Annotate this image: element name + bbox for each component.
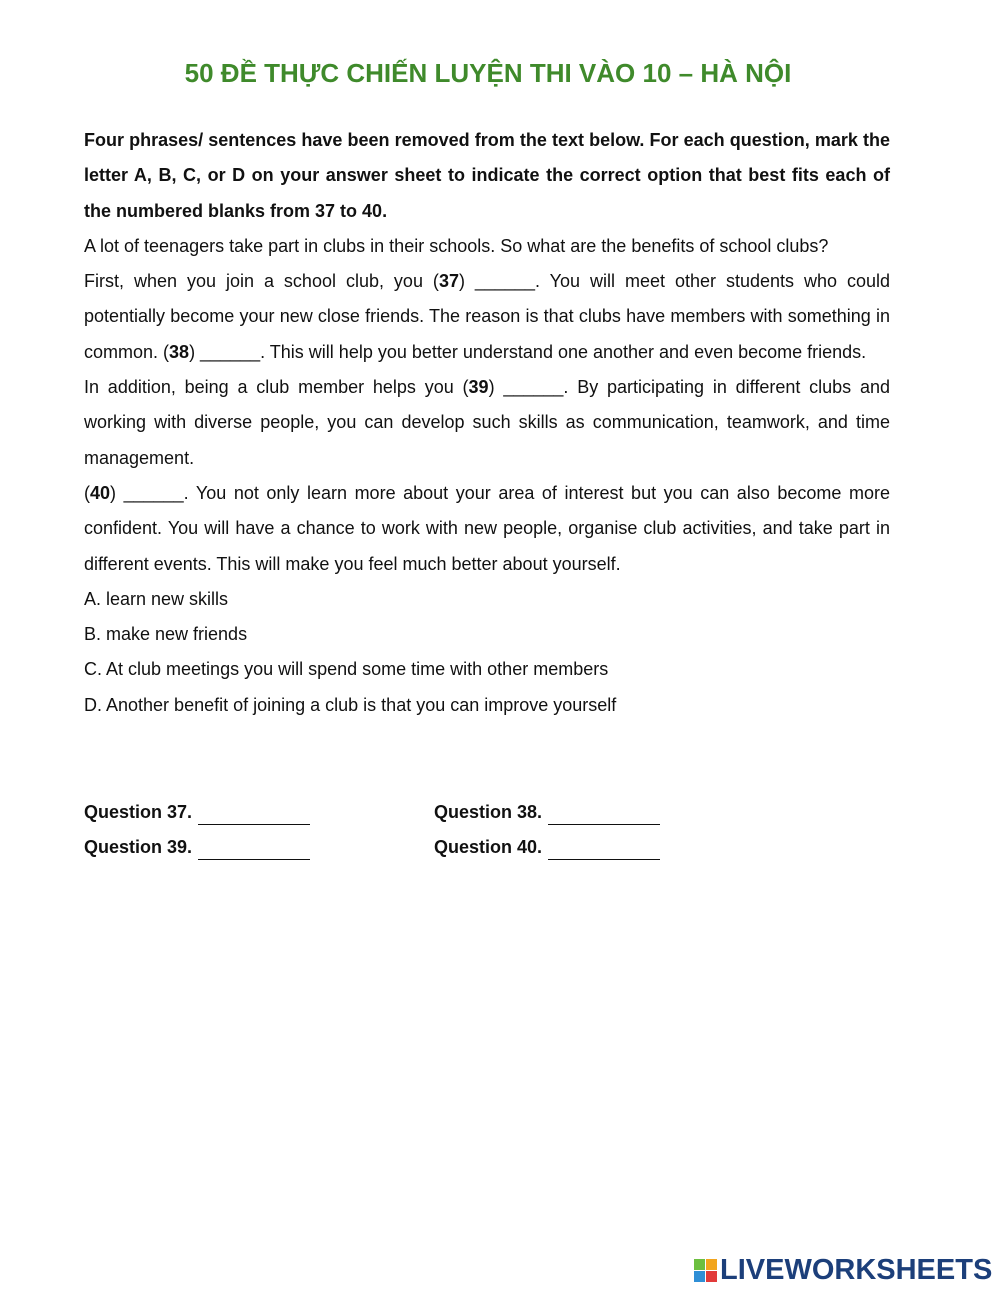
question-40-answer-input[interactable]	[548, 839, 660, 860]
liveworksheets-logo	[694, 1254, 992, 1287]
instruction: Four phrases/ sentences have been removed from the text below. For each question, mark the letter A, B, C, or D on your answer sheet to indicate the correct option that best fits each of the numbered blanks from 37 to 40.	[84, 130, 890, 221]
blank-number-37: 37	[438, 271, 459, 292]
text: In addition, being a club member helps you (	[84, 377, 469, 398]
blank-number-40: 40	[90, 482, 111, 503]
worksheet-content	[84, 123, 890, 723]
text: First, when you join a school club, you (	[84, 271, 439, 292]
paragraph-2	[84, 264, 890, 370]
worksheet-title: 50 ĐỀ THỰC CHIẾN LUYỆN THI VÀO 10 – HÀ NỘI	[184, 58, 792, 88]
blank-number-38: 38	[169, 341, 190, 362]
question-37-label: Question 37.	[84, 802, 193, 822]
option-d: D. Another benefit of joining a club is that you can improve yourself	[84, 694, 617, 715]
logo-squares-icon	[694, 1259, 717, 1282]
question-37-answer-input[interactable]	[198, 804, 310, 825]
text: ) ______. You will meet other students who could potentially become your new close friends. The reason is that clubs have members with something in common. (	[84, 271, 890, 362]
logo-text: LIVEWORKSHEETS	[720, 1254, 993, 1286]
text: ) ______. By participating in different clubs and working with diverse people, you can develop such skills as communication, teamwork, and time management.	[84, 377, 890, 468]
paragraph-1: A lot of teenagers take part in clubs in their schools. So what are the benefits of school clubs?	[84, 235, 829, 256]
option-b: B. make new friends	[84, 624, 248, 645]
option-c: C. At club meetings you will spend some time with other members	[84, 659, 609, 680]
text: ) ______. You not only learn more about your area of interest but you can also become more confident. You will have a chance to work with new people, organise club activities, and take part in different events. This will make you feel much better about yourself.	[84, 482, 890, 574]
answer-section	[84, 795, 784, 866]
option-a: A. learn new skills	[84, 588, 229, 609]
question-38-label: Question 38.	[434, 802, 543, 822]
question-38-answer-input[interactable]	[548, 804, 660, 825]
blank-number-39: 39	[468, 377, 489, 398]
paragraph-3	[84, 370, 890, 476]
question-40-label: Question 40.	[434, 837, 543, 858]
text: (	[84, 482, 90, 503]
text: ) ______. This will help you better understand one another and even become friends.	[189, 341, 867, 362]
paragraph-4	[84, 476, 890, 582]
question-39-label: Question 39.	[84, 837, 193, 858]
question-39-answer-input[interactable]	[198, 839, 310, 860]
